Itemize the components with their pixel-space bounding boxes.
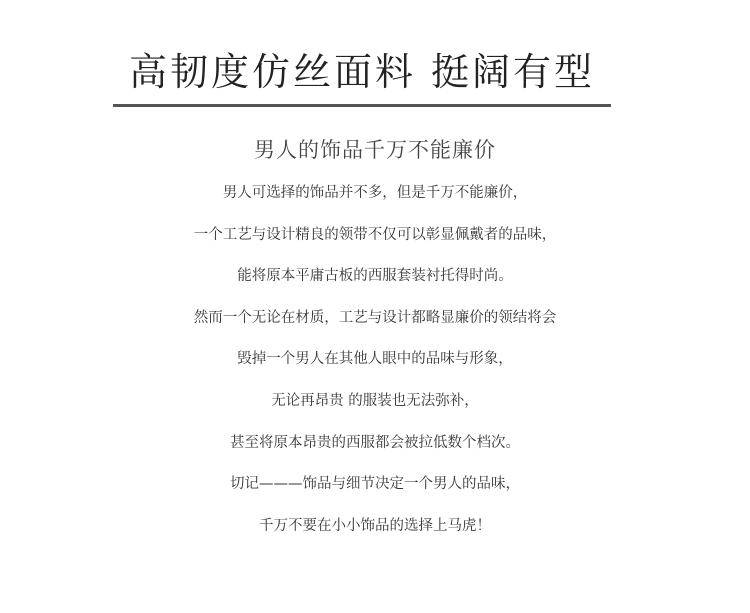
body-text-line: 切记———饰品与细节决定一个男人的品味， <box>230 476 520 493</box>
body-text-line: 然而一个无论在材质，工艺与设计都略显廉价的领结将会 <box>193 309 557 326</box>
body-text-line: 甚至将原本昂贵的西服都会被拉低数个档次。 <box>230 434 520 451</box>
body-text-line: 千万不要在小小饰品的选择上马虎！ <box>259 517 491 534</box>
body-text-line: 毁掉一个男人在其他人眼中的品味与形象， <box>237 351 513 368</box>
body-text-line: 一个工艺与设计精良的领带不仅可以彰显佩戴者的品味， <box>193 226 557 243</box>
title-underline-divider <box>113 104 611 107</box>
body-text-line: 男人可选择的饰品并不多，但是千万不能廉价， <box>222 185 528 201</box>
body-text-line: 能将原本平庸古板的西服套装衬托得时尚。 <box>237 268 513 285</box>
body-text-line: 无论再昂贵 的服装也无法弥补， <box>271 392 479 409</box>
page-title: 高韧度仿丝面料 挺阔有型 <box>128 50 596 94</box>
section-subtitle: 男人的饰品千万不能廉价 <box>254 138 496 162</box>
body-text-list <box>0 178 750 552</box>
